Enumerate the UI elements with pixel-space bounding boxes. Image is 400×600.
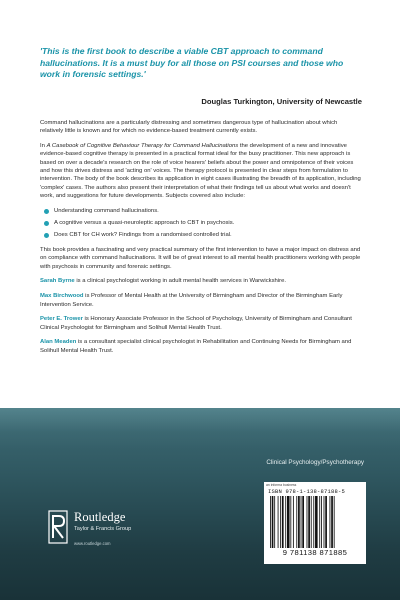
bullet-dot-icon xyxy=(44,221,49,226)
author-bio-text: is Professor of Mental Health at the University of Birmingham and Director of the Birmingham Early Intervention Service. xyxy=(40,293,343,308)
para2-prefix: In xyxy=(40,143,47,150)
description xyxy=(40,119,362,362)
list-item-text: A cognitive versus a quasi-neuroleptic approach to CBT in psychosis. xyxy=(54,219,235,226)
author-bio xyxy=(40,315,362,332)
author-name: Peter E. Trower xyxy=(40,316,83,323)
business-line: an informa business xyxy=(266,483,297,487)
publisher-group: Taylor & Francis Group xyxy=(74,526,132,532)
barcode-panel xyxy=(264,482,366,564)
list-item xyxy=(40,231,362,239)
author-bio-text: is a consultant specialist clinical psychologist in Rehabilitation and Continuing Needs for Birmingham and Solihull Mental Health Trust. xyxy=(40,339,352,354)
routledge-emblem-icon xyxy=(48,510,68,544)
decorative-ribbon xyxy=(0,408,400,448)
bullet-dot-icon xyxy=(44,209,49,214)
description-paragraph-1: Command hallucinations are a particularly distressing and sometimes dangerous type of hallucination about which relatively little is known and for which no evidence-based treatment currently exists. xyxy=(40,120,338,135)
description-paragraph-2 xyxy=(40,142,362,200)
quote-attribution: Douglas Turkington, University of Newcastle xyxy=(201,97,362,106)
author-bio-text: is a clinical psychologist working in adult mental health services in Warwickshire. xyxy=(74,278,286,285)
description-paragraph-3: This book provides a fascinating and very practical summary of the first intervention to have a major impact on distress and on compliance with command hallucinations. It will be of great interest to all mental health practitioners working with people with psychosis in community and forensic settings. xyxy=(40,247,361,270)
publisher-logo xyxy=(48,510,198,550)
para2-rest: the development of a new and innovative evidence-based cognitive therapy is presented in a practical format ideal for the busy practitioner. This new approach is based on over a decade's research on the role of voice hearers' beliefs about the power and omnipotence of their voices and how this drives distress and 'acting on' voices. The therapy protocol is presented in clear steps from formulation to intervention. The body of the book describes its application in eight cases illustrating the breadth of its application, including 'complex' cases. The authors also present their interpretation of what their findings tell us about what works and doesn't work, and suggestions for future developments. Subjects covered also include: xyxy=(40,143,361,199)
isbn-number: ISBN 978-1-138-87188-5 xyxy=(268,488,346,495)
author-bio-text: is Honorary Associate Professor in the School of Psychology, University of Birmingham and Consultant Clinical Psychologist for Birmingham and Solihull Mental Health Trust. xyxy=(40,316,352,331)
review-quote: 'This is the first book to describe a viable CBT approach to command hallucinations. It is a must buy for all those on PSI courses and those who work in forensic settings.' xyxy=(40,46,344,79)
subjects-list xyxy=(40,207,362,240)
list-item-text: Does CBT for CH work? Findings from a randomised controlled trial. xyxy=(54,232,232,239)
list-item xyxy=(40,219,362,227)
author-bio xyxy=(40,292,362,309)
author-bio xyxy=(40,338,362,355)
publisher-name: Routledge xyxy=(74,510,126,524)
author-name: Sarah Byrne xyxy=(40,278,75,285)
bullet-dot-icon xyxy=(44,233,49,238)
book-title-inline: A Casebook of Cognitive Behaviour Therapy for Command Hallucinations xyxy=(46,143,239,150)
publisher-url[interactable]: www.routledge.com xyxy=(74,541,111,546)
barcode-icon xyxy=(268,496,362,548)
author-name: Max Birchwood xyxy=(40,293,84,300)
list-item-text: Understanding command hallucinations. xyxy=(54,207,159,214)
author-name: Alan Meaden xyxy=(40,339,77,346)
subject-category: Clinical Psychology/Psychotherapy xyxy=(266,459,364,466)
list-item xyxy=(40,207,362,215)
barcode-digits: 9 781138 871885 xyxy=(282,548,348,557)
author-bio xyxy=(40,277,362,285)
